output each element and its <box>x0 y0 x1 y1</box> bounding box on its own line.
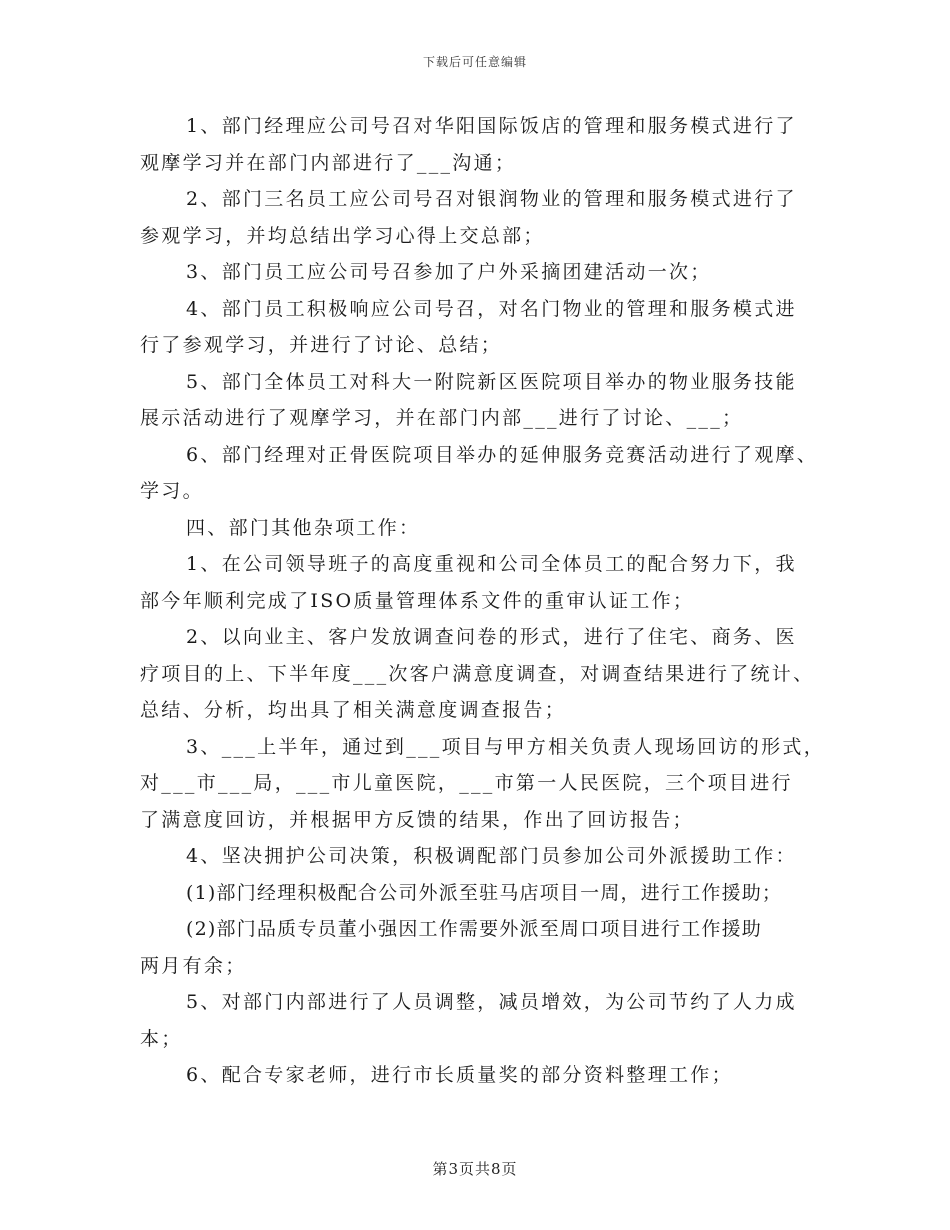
text-line: 1、在公司领导班子的高度重视和公司全体员工的配合努力下，我 <box>186 553 797 575</box>
text-line: 学习。 <box>140 480 204 502</box>
text-line: 观摩学习并在部门内部进行了___沟通； <box>140 151 517 174</box>
text-line: 参观学习，并均总结出学习心得上交总部； <box>140 224 545 247</box>
page-footer: 第3页共8页 <box>432 1160 518 1178</box>
text-line: 对___市___局，___市儿童医院，___市第一人民医院，三个项目进行 <box>140 772 793 794</box>
text-line: 3、___上半年，通过到___项目与甲方相关负责人现场回访的形式， <box>186 735 825 758</box>
document-body <box>140 108 825 1094</box>
text-line: 两月有余； <box>140 954 247 977</box>
text-line: 总结、分析，均出具了相关满意度调查报告； <box>140 699 567 721</box>
text-line: 2、部门三名员工应公司号召对银润物业的管理和服务模式进行了 <box>186 188 797 210</box>
text-line: 5、对部门内部进行了人员调整，减员增效，为公司节约了人力成 <box>186 991 797 1013</box>
text-line: 本； <box>140 1027 183 1050</box>
text-line: 了满意度回访，并根据甲方反馈的结果，作出了回访报告； <box>140 808 694 831</box>
text-line: (2)部门品质专员董小强因工作需要外派至周口项目进行工作援助 <box>186 918 762 940</box>
text-line: 6、部门经理对正骨医院项目举办的延伸服务竞赛活动进行了观摩、 <box>186 443 819 466</box>
text-line: 部今年顺利完成了ISO质量管理体系文件的重审认证工作； <box>140 589 695 612</box>
text-line: 2、以向业主、客户发放调查问卷的形式，进行了住宅、商务、医 <box>186 626 797 648</box>
text-line: 四、部门其他杂项工作： <box>186 516 421 539</box>
text-line: 4、坚决拥护公司决策，积极调配部门员参加公司外派援助工作： <box>186 845 797 867</box>
page-header: 下载后可任意编辑 <box>422 55 527 69</box>
text-line: (1)部门经理积极配合公司外派至驻马店项目一周，进行工作援助； <box>186 881 783 904</box>
text-line: 行了参观学习，并进行了讨论、总结； <box>140 334 503 356</box>
text-line: 1、部门经理应公司号召对华阳国际饭店的管理和服务模式进行了 <box>186 115 797 137</box>
text-line: 展示活动进行了观摩学习，并在部门内部___进行了讨论、___； <box>140 407 744 429</box>
text-line: 4、部门员工积极响应公司号召，对名门物业的管理和服务模式进 <box>186 297 797 320</box>
text-line: 5、部门全体员工对科大一附院新区医院项目举办的物业服务技能 <box>186 370 797 393</box>
text-line: 疗项目的上、下半年度___次客户满意度调查，对调查结果进行了统计、 <box>140 662 815 685</box>
text-line: 3、部门员工应公司号召参加了户外采摘团建活动一次； <box>186 261 712 283</box>
text-line: 6、配合专家老师，进行市长质量奖的部分资料整理工作； <box>186 1064 733 1086</box>
